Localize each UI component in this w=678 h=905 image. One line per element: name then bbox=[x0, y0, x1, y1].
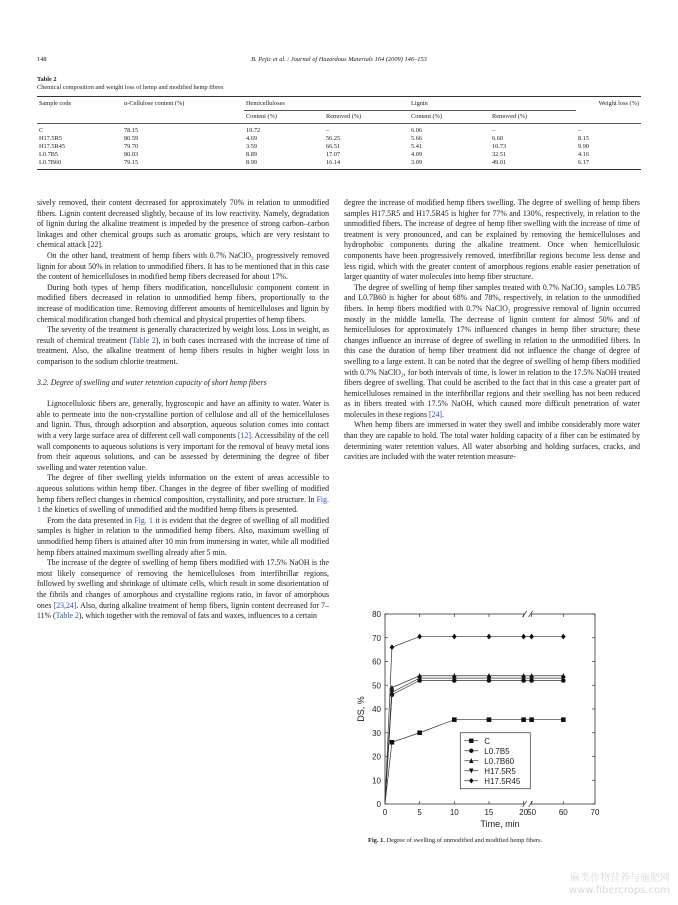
running-head-authors: B. Pejic et al. bbox=[251, 56, 286, 63]
data-point bbox=[487, 717, 492, 722]
paragraph: degree the increase of modified hemp fibers swelling. The degree of swelling of hemp fibers samples H17.5R5 and H17.5R45 is higher for 77% and 130%, respectively, in relation to the unmodified fibers. The increase of degree of hemp fiber swelling with the increase of time of treatment is very pronounced, and can be explained by removing the hemicelluloses and hydrophobic components during the alkaline treatment. Once when hemicellulosic components have been progressively removed, interfibrillar regions become less dense and less rigid, which with the greater content of amorphous regions enable easier penetration of larger quantity of water molecules into hemp fiber structure. bbox=[344, 198, 640, 282]
cell-cellulose: 79.15 bbox=[124, 159, 139, 166]
cell-code: H17.5R5 bbox=[39, 135, 62, 142]
cell-hemi-removed: 66.51 bbox=[326, 143, 341, 150]
legend-label: H17.5R5 bbox=[484, 766, 516, 776]
cell-hemi-removed: 16.14 bbox=[326, 159, 341, 166]
table-row bbox=[37, 151, 641, 159]
right-column bbox=[344, 198, 640, 463]
ref-23-24-link[interactable]: [23,24] bbox=[53, 600, 77, 610]
table-row bbox=[37, 143, 641, 151]
y-tick-label: 70 bbox=[372, 633, 381, 643]
data-point bbox=[561, 717, 566, 722]
swelling-chart bbox=[352, 606, 612, 831]
y-tick-label: 30 bbox=[372, 728, 381, 738]
th-hemi-removed: Removed (%) bbox=[324, 111, 409, 124]
axis-break-gap bbox=[525, 801, 531, 807]
table-label: Table 2 bbox=[37, 76, 57, 83]
cell-weight-loss: 4.16 bbox=[578, 151, 590, 158]
cell-hemi-content: 10.72 bbox=[246, 127, 261, 134]
text-run: The severity of the treatment is generally characterized by weight loss. Loss in weight, as result of chemical treatment ( bbox=[37, 325, 329, 345]
data-point bbox=[487, 634, 492, 640]
legend-label: C bbox=[484, 736, 491, 746]
fig-1-link[interactable]: Fig. 1 bbox=[134, 515, 153, 525]
th-lignin: Lignin bbox=[411, 100, 428, 107]
paragraph: During both types of hemp fibers modification, noncellulosic component content in modified fibers decreased in relation to unmodified hemp fibers, proportionally to the increase of modification time. Removing different amounts of hemicelluloses and lignin by chemical modification changed both chemical and physical properties of hemp fibers. bbox=[37, 282, 329, 324]
data-point bbox=[417, 634, 422, 640]
cell-hemi-content: 3.59 bbox=[246, 143, 258, 150]
x-tick-label: 20 bbox=[519, 808, 529, 817]
table-row bbox=[37, 124, 641, 136]
th-hemi-content: Content (%) bbox=[244, 111, 324, 124]
data-point bbox=[529, 717, 534, 722]
page-number: 148 bbox=[37, 56, 47, 63]
data-point bbox=[390, 644, 395, 650]
table-row bbox=[37, 159, 641, 170]
cell-lignin-content: 4.09 bbox=[411, 151, 423, 158]
paragraph bbox=[37, 399, 329, 473]
legend-marker bbox=[469, 749, 473, 753]
cell-lignin-removed: 32.51 bbox=[492, 151, 507, 158]
data-point bbox=[452, 717, 457, 722]
cell-weight-loss: – bbox=[578, 127, 582, 134]
text-run: From the data presented in bbox=[47, 515, 135, 525]
figure-caption-text: Degree of swelling of unmodified and modified hemp fibers. bbox=[384, 837, 543, 844]
table-2-link[interactable]: Table 2 bbox=[55, 611, 79, 621]
cell-hemi-removed: 17.07 bbox=[326, 151, 341, 158]
composition-table bbox=[37, 96, 641, 170]
text-run: . Accessibility of the cell wall components to aqueous solutions is very important for the removal of heavy metal ions from their aqueous solutions, and can be assessed by determining the degree of fiber swelling and water retention value. bbox=[37, 431, 329, 472]
paragraph bbox=[37, 473, 329, 515]
left-column bbox=[37, 198, 329, 622]
cell-code: L0.7B60 bbox=[39, 159, 62, 166]
table-caption: Chemical composition and weight loss of hemp and modified hemp fibres bbox=[37, 84, 224, 91]
x-tick-label: 10 bbox=[449, 808, 459, 817]
cell-cellulose: 80.59 bbox=[124, 135, 139, 142]
cell-cellulose: 79.70 bbox=[124, 143, 139, 150]
figure-1 bbox=[352, 606, 612, 831]
data-point bbox=[521, 634, 526, 640]
table-2 bbox=[37, 76, 641, 170]
text-run: ), which together with the removal of fats and waxes, influences to a certain bbox=[78, 611, 317, 621]
data-point bbox=[452, 634, 457, 640]
cell-code: C bbox=[39, 127, 44, 134]
cell-lignin-removed: – bbox=[492, 127, 496, 134]
section-heading: 3.2. Degree of swelling and water retention capacity of short hemp fibers bbox=[37, 378, 267, 388]
cell-lignin-removed: 10.73 bbox=[492, 143, 507, 150]
legend-label: L0.7B60 bbox=[484, 756, 515, 766]
th-hemicelluloses: Hemicelluloses bbox=[246, 100, 285, 107]
th-alpha-cellulose: α-Cellulose content (%) bbox=[124, 100, 185, 108]
y-tick-label: 20 bbox=[372, 752, 381, 762]
x-tick-label: 60 bbox=[558, 808, 568, 817]
cell-lignin-content: 3.09 bbox=[411, 159, 423, 166]
paragraph: On the other hand, treatment of hemp fibers with 0.7% NaClO₂ progressively removed lignin for about 50% in relation to unmodified fibers. It has to be mentioned that in this case the content of hemicelluloses in modified hemp fibers decreased for about 17%. bbox=[37, 250, 329, 282]
y-tick-label: 50 bbox=[372, 681, 381, 691]
y-axis-label: DS, % bbox=[356, 696, 366, 722]
cell-code: H17.5R45 bbox=[39, 143, 66, 150]
data-point bbox=[521, 717, 526, 722]
th-sample-code: Sample code bbox=[39, 100, 72, 108]
legend-label: L0.7B5 bbox=[484, 746, 510, 756]
cell-lignin-content: 5.41 bbox=[411, 143, 423, 150]
ref-24-link[interactable]: [24] bbox=[428, 409, 443, 419]
figure-caption bbox=[368, 837, 638, 845]
x-tick-label: 50 bbox=[527, 808, 537, 817]
text-run: the kinetics of swelling of unmodified and the modified hemp fibers is presented. bbox=[40, 505, 298, 515]
cell-weight-loss: 8.15 bbox=[578, 135, 590, 142]
th-lignin-content: Content (%) bbox=[409, 111, 490, 124]
page-header bbox=[37, 56, 641, 68]
cell-hemi-removed: – bbox=[326, 127, 330, 134]
watermark bbox=[550, 873, 670, 897]
x-tick-label: 70 bbox=[590, 808, 600, 817]
cell-weight-loss: 9.90 bbox=[578, 143, 590, 150]
ref-12-link[interactable]: [12] bbox=[237, 431, 251, 441]
data-point bbox=[529, 634, 534, 640]
legend-label: H17.5R45 bbox=[484, 776, 521, 786]
cell-lignin-removed: 49.01 bbox=[492, 159, 507, 166]
cell-hemi-content: 8.89 bbox=[246, 151, 258, 158]
running-head bbox=[37, 56, 641, 63]
paragraph bbox=[37, 516, 329, 558]
cell-hemi-content: 4.69 bbox=[246, 135, 258, 142]
legend-marker bbox=[469, 739, 473, 743]
paragraph bbox=[344, 283, 640, 421]
y-tick-label: 10 bbox=[372, 776, 381, 786]
figure-caption-label: Fig. 1. bbox=[368, 837, 385, 844]
y-tick-label: 80 bbox=[372, 610, 381, 619]
data-point bbox=[417, 730, 422, 735]
watermark-line: www.fibercrops.com bbox=[568, 885, 670, 896]
running-head-journal: / Journal of Hazardous Materials 164 (2009) 146–153 bbox=[285, 56, 427, 63]
watermark-line: 麻类作物营养与施肥网 bbox=[570, 873, 670, 884]
data-point bbox=[390, 740, 395, 745]
table-2-link[interactable]: Table 2 bbox=[131, 335, 156, 345]
data-point bbox=[561, 634, 566, 640]
text-run: The degree of fiber swelling yields information on the extent of areas accessible to aqueous solutions within hemp fiber. Changes in the degree of fiber swelling of modified hemp fibers reflect changes in chemical composition, crystallinity, and pore structure. In bbox=[37, 473, 329, 504]
cell-weight-loss: 6.17 bbox=[578, 159, 590, 166]
text-run: The degree of swelling of hemp fiber samples treated with 0.7% NaClO₂ samples L0.7B5 and L0.7B60 is higher for about 68% and 78%, respectively, in relation to the unmodified fibers. In hemp fibers modified with 0.7% NaClO₂ progressive removal of lignin occurred mostly in the middle lamella. The decrease of lignin content for almost 50% and of hemicelluloses for approximately 17% influenced changes in hemp fiber structure; these changes influence an increase of degree of swelling in relation to the unmodified fibers. In this case the duration of hemp fiber treatment did not influence the change of degree of swelling to a large extent. It can be noted that the degree of swelling of hemp fibers modified with 0.7% NaClO₂, for both intervals of time, is lower in relation to the 17.5% NaOH treated fibers degree of swelling. That could be ascribed to the fact that in this case a greater part of hemicelluloses remained in the interfibrillar regions and their swelling has not been reduced as in fibers treated with 17.5% NaOH, which caused more difficult penetration of water molecules in these regions bbox=[344, 282, 640, 419]
fig-1-link[interactable]: Fig. 1 bbox=[37, 494, 329, 515]
cell-lignin-removed: 6.60 bbox=[492, 135, 504, 142]
text-run: The increase of the degree of swelling of hemp fibers modified with 17.5% NaOH is the most likely consequence of removing the hemicelluloses from interfibrillar regions, followed by swelling and shrinkage of ultimate cells, which result in some disorientation of the fibrils and changes of amorphous and crystalline regions ratio, in favor of amorphous ones bbox=[37, 558, 329, 610]
cell-code: L0.7B5 bbox=[39, 151, 59, 158]
cell-cellulose: 80.03 bbox=[124, 151, 139, 158]
cell-hemi-removed: 56.25 bbox=[326, 135, 341, 142]
paragraph: sively removed, their content decreased for approximately 70% in relation to unmodified fibers. Lignin content decreased slightly, because of its low reactivity. Namely, degradation of lignin during the alkaline treatment is impeded by the presence of strong carbon–carbon linkages and other chemical groups such as aromatic groups, which are very resistant to chemical attack [22]. bbox=[37, 198, 329, 250]
y-tick-label: 60 bbox=[372, 657, 381, 667]
x-tick-label: 15 bbox=[484, 808, 494, 817]
text-run: . bbox=[442, 409, 444, 419]
x-tick-label: 0 bbox=[382, 808, 388, 817]
paragraph: When hemp fibers are immersed in water they swell and imbibe considerably more water than they are capable to hold. The total water holding capacity of a fiber can be estimated by determining water retention values. All water absorbing and holding surfaces, cracks, and cavities are included with the water retention measure- bbox=[344, 420, 640, 462]
cell-lignin-content: 5.66 bbox=[411, 135, 423, 142]
text-run: . Also, during alkaline treatment of hemp fibers, lignin content decreased for 7–11% ( bbox=[37, 600, 330, 621]
cell-cellulose: 78.15 bbox=[124, 127, 139, 134]
y-tick-label: 40 bbox=[372, 705, 381, 714]
text-run: ), in both cases increased with the increase of time of treatment. Also, the alkaline treatment of hemp fibers results in higher weight loss in comparison to the sodium chlorite treatment. bbox=[37, 335, 329, 366]
th-lignin-removed: Removed (%) bbox=[490, 111, 576, 124]
text-run: Lignocellulosic fibers are, generally, hygroscopic and have an affinity to water. Water is able to permeate into the non-crystalline portion of cellulose and all of the hemicelluloses and lignin. Thus, through adsorption and absorption, aqueous solution comes into contact with a very large surface area of different cell wall components bbox=[37, 399, 329, 441]
text-run: it is evident that the degree of swelling of all modified samples is higher in relation to the unmodified hemp fibers. Also, maximum swelling of unmodified hemp fibers is attained after 10 min from immersing in water, while all modified hemp fibers attained maximum swelling already after 5 min. bbox=[37, 515, 329, 557]
th-weight-loss: Weight loss (%) bbox=[598, 100, 639, 108]
axis-break-gap bbox=[525, 611, 531, 617]
x-axis-label: Time, min bbox=[480, 819, 520, 829]
cell-lignin-content: 6.06 bbox=[411, 127, 423, 134]
cell-hemi-content: 8.99 bbox=[246, 159, 258, 166]
paragraph bbox=[37, 558, 329, 622]
paragraph bbox=[37, 325, 329, 367]
y-tick-label: 0 bbox=[376, 800, 381, 809]
x-tick-label: 5 bbox=[417, 808, 422, 817]
table-row bbox=[37, 135, 641, 143]
